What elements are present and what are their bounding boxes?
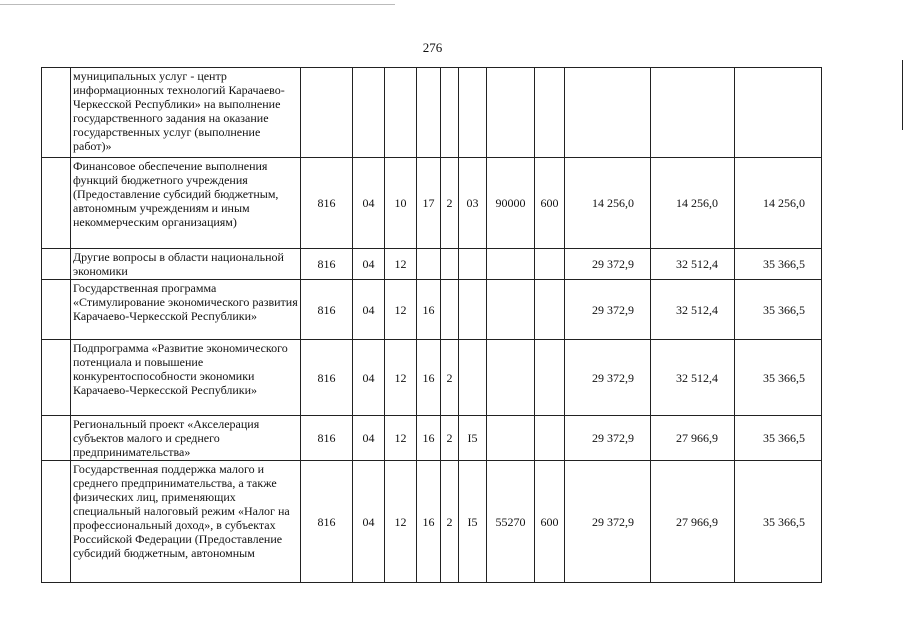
section-code: 04 <box>353 461 385 583</box>
direction-code <box>487 249 535 280</box>
table-row <box>42 68 822 158</box>
project-code: 03 <box>459 158 487 249</box>
row-name: Подпрограмма «Развитие экономического потенциала и повышение конкурентоспособности экономики Карачаево-Черкесской Республики» <box>71 340 301 416</box>
row-number-cell <box>42 416 71 461</box>
program-code: 16 <box>417 340 441 416</box>
ministry-code: 816 <box>301 340 353 416</box>
program-code <box>417 68 441 158</box>
subsection-code <box>385 68 417 158</box>
amount-year-3 <box>735 68 822 158</box>
subsection-code: 12 <box>385 280 417 340</box>
row-number-cell <box>42 340 71 416</box>
subsection-code: 12 <box>385 416 417 461</box>
project-code: I5 <box>459 416 487 461</box>
amount-year-2: 32 512,4 <box>651 340 735 416</box>
budget-table <box>41 67 822 583</box>
row-name: Государственная программа «Стимулирование экономического развития Карачаево-Черкесской Республики» <box>71 280 301 340</box>
amount-year-1: 29 372,9 <box>565 249 651 280</box>
amount-year-1: 29 372,9 <box>565 280 651 340</box>
amount-year-2: 32 512,4 <box>651 280 735 340</box>
amount-year-1 <box>565 68 651 158</box>
row-number-cell <box>42 249 71 280</box>
scan-edge-mark <box>902 60 903 130</box>
table-row <box>42 249 822 280</box>
subprogram-code <box>441 280 459 340</box>
amount-year-1: 29 372,9 <box>565 340 651 416</box>
section-code: 04 <box>353 416 385 461</box>
program-code: 17 <box>417 158 441 249</box>
amount-year-3: 35 366,5 <box>735 340 822 416</box>
amount-year-1: 29 372,9 <box>565 416 651 461</box>
project-code <box>459 280 487 340</box>
scan-top-line <box>0 4 395 5</box>
subprogram-code: 2 <box>441 416 459 461</box>
section-code: 04 <box>353 280 385 340</box>
direction-code <box>487 416 535 461</box>
expense-type-code: 600 <box>535 158 565 249</box>
expense-type-code <box>535 340 565 416</box>
row-name: муниципальных услуг - центр информационных технологий Карачаево-Черкесской Республики» на выполнение государственного задания на оказание государственных услуг (выполнение работ)» <box>71 68 301 158</box>
ministry-code: 816 <box>301 416 353 461</box>
subprogram-code <box>441 249 459 280</box>
ministry-code: 816 <box>301 461 353 583</box>
subprogram-code <box>441 68 459 158</box>
amount-year-1: 29 372,9 <box>565 461 651 583</box>
page-number: 276 <box>422 40 443 55</box>
ministry-code: 816 <box>301 249 353 280</box>
direction-code <box>487 68 535 158</box>
amount-year-3: 35 366,5 <box>735 416 822 461</box>
amount-year-1: 14 256,0 <box>565 158 651 249</box>
subsection-code: 12 <box>385 340 417 416</box>
amount-year-2 <box>651 68 735 158</box>
program-code <box>417 249 441 280</box>
section-code: 04 <box>353 158 385 249</box>
row-number-cell <box>42 68 71 158</box>
program-code: 16 <box>417 416 441 461</box>
table-row <box>42 340 822 416</box>
subsection-code: 12 <box>385 461 417 583</box>
ministry-code <box>301 68 353 158</box>
table-row <box>42 461 822 583</box>
program-code: 16 <box>417 461 441 583</box>
subprogram-code: 2 <box>441 340 459 416</box>
amount-year-2: 27 966,9 <box>651 461 735 583</box>
direction-code <box>487 340 535 416</box>
row-number-cell <box>42 461 71 583</box>
row-name: Государственная поддержка малого и среднего предпринимательства, а также физических лиц, применяющих специальный налоговый режим «Налог на профессиональный доход», в субъектах Российской Федерации (Предоставление субсидий бюджетным, автономным <box>71 461 301 583</box>
table-row <box>42 416 822 461</box>
amount-year-3: 35 366,5 <box>735 461 822 583</box>
row-number-cell <box>42 280 71 340</box>
subprogram-code: 2 <box>441 461 459 583</box>
project-code <box>459 249 487 280</box>
row-name: Другие вопросы в области национальной экономики <box>71 249 301 280</box>
expense-type-code <box>535 416 565 461</box>
expense-type-code: 600 <box>535 461 565 583</box>
amount-year-2: 27 966,9 <box>651 416 735 461</box>
expense-type-code <box>535 280 565 340</box>
section-code: 04 <box>353 340 385 416</box>
expense-type-code <box>535 249 565 280</box>
amount-year-3: 35 366,5 <box>735 249 822 280</box>
section-code: 04 <box>353 249 385 280</box>
subprogram-code: 2 <box>441 158 459 249</box>
project-code <box>459 68 487 158</box>
table-body <box>42 68 822 583</box>
table-row <box>42 158 822 249</box>
direction-code <box>487 280 535 340</box>
row-number-cell <box>42 158 71 249</box>
row-name: Финансовое обеспечение выполнения функций бюджетного учреждения (Предоставление субсидий бюджетным, автономным учреждениям и иным некоммерческим организациям) <box>71 158 301 249</box>
project-code: I5 <box>459 461 487 583</box>
subsection-code: 10 <box>385 158 417 249</box>
program-code: 16 <box>417 280 441 340</box>
amount-year-2: 32 512,4 <box>651 249 735 280</box>
amount-year-3: 14 256,0 <box>735 158 822 249</box>
project-code <box>459 340 487 416</box>
subsection-code: 12 <box>385 249 417 280</box>
row-name: Региональный проект «Акселерация субъектов малого и среднего предпринимательства» <box>71 416 301 461</box>
direction-code: 55270 <box>487 461 535 583</box>
section-code <box>353 68 385 158</box>
amount-year-2: 14 256,0 <box>651 158 735 249</box>
ministry-code: 816 <box>301 280 353 340</box>
table-row <box>42 280 822 340</box>
direction-code: 90000 <box>487 158 535 249</box>
amount-year-3: 35 366,5 <box>735 280 822 340</box>
expense-type-code <box>535 68 565 158</box>
ministry-code: 816 <box>301 158 353 249</box>
